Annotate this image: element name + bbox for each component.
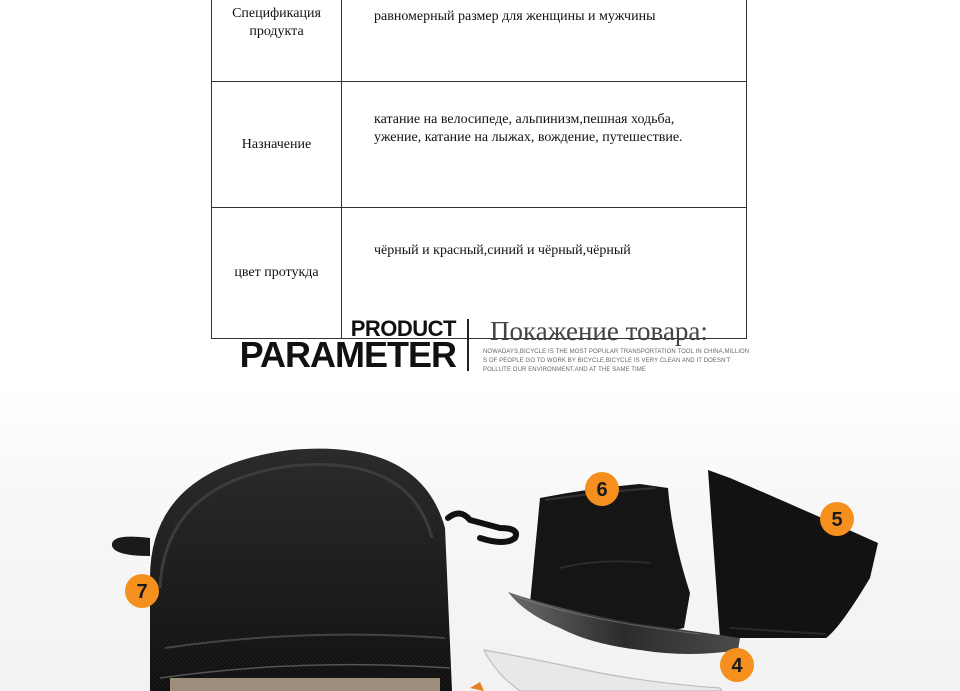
spec-value: равномерный размер для женщины и мужчины (342, 0, 747, 82)
clear-lens (470, 650, 722, 691)
cleaning-cloth (708, 470, 878, 638)
spec-table (211, 0, 747, 339)
badge-5 (820, 502, 854, 536)
product-photo (0, 388, 960, 691)
heading-title-ru: Покажение товара: (490, 316, 708, 346)
heading-parameter: PARAMETER (239, 334, 456, 375)
badge-5-number: 5 (831, 509, 843, 531)
spec-row-specification (212, 0, 747, 82)
heading-subtext-line: NOWADAYS,BICYCLE IS THE MOST POPULAR TRANSPORTATION TOOL IN CHINA,MILLION (483, 349, 750, 355)
heading-subtext (483, 348, 783, 375)
badge-6 (585, 472, 619, 506)
product-illustration (0, 388, 960, 691)
spec-value-line: ужение, катание на лыжах, вождение, путешествие. (374, 130, 683, 145)
spec-value-line: катание на велосипеде, альпинизм,пешная ходьба, (374, 112, 675, 127)
heading-divider (467, 319, 469, 371)
badge-4 (720, 648, 754, 682)
badge-7-number: 7 (136, 581, 148, 603)
heading-subtext-line: POLLUTE OUR ENVIRONMENT,AND AT THE SAME TIME (483, 367, 646, 373)
section-heading (0, 300, 960, 390)
spec-key: цвет протукда (212, 208, 342, 339)
spec-key: Назначение (212, 82, 342, 208)
badge-4-number: 4 (731, 655, 743, 677)
badge-6-number: 6 (596, 479, 608, 501)
spec-value: чёрный и красный,синий и чёрный,чёрный (342, 208, 747, 339)
badge-7 (125, 574, 159, 608)
zip-case (112, 449, 516, 691)
spec-key: Спецификация продукта (212, 0, 342, 82)
heading-subtext-line: S OF PEOPLE GO TO WORK BY BICYCLE,BICYCLE IS VERY CLEAN AND IT DOESN'T (483, 358, 731, 364)
spec-value (342, 82, 747, 208)
spec-row-purpose (212, 82, 747, 208)
heading-product: PRODUCT (350, 316, 456, 341)
